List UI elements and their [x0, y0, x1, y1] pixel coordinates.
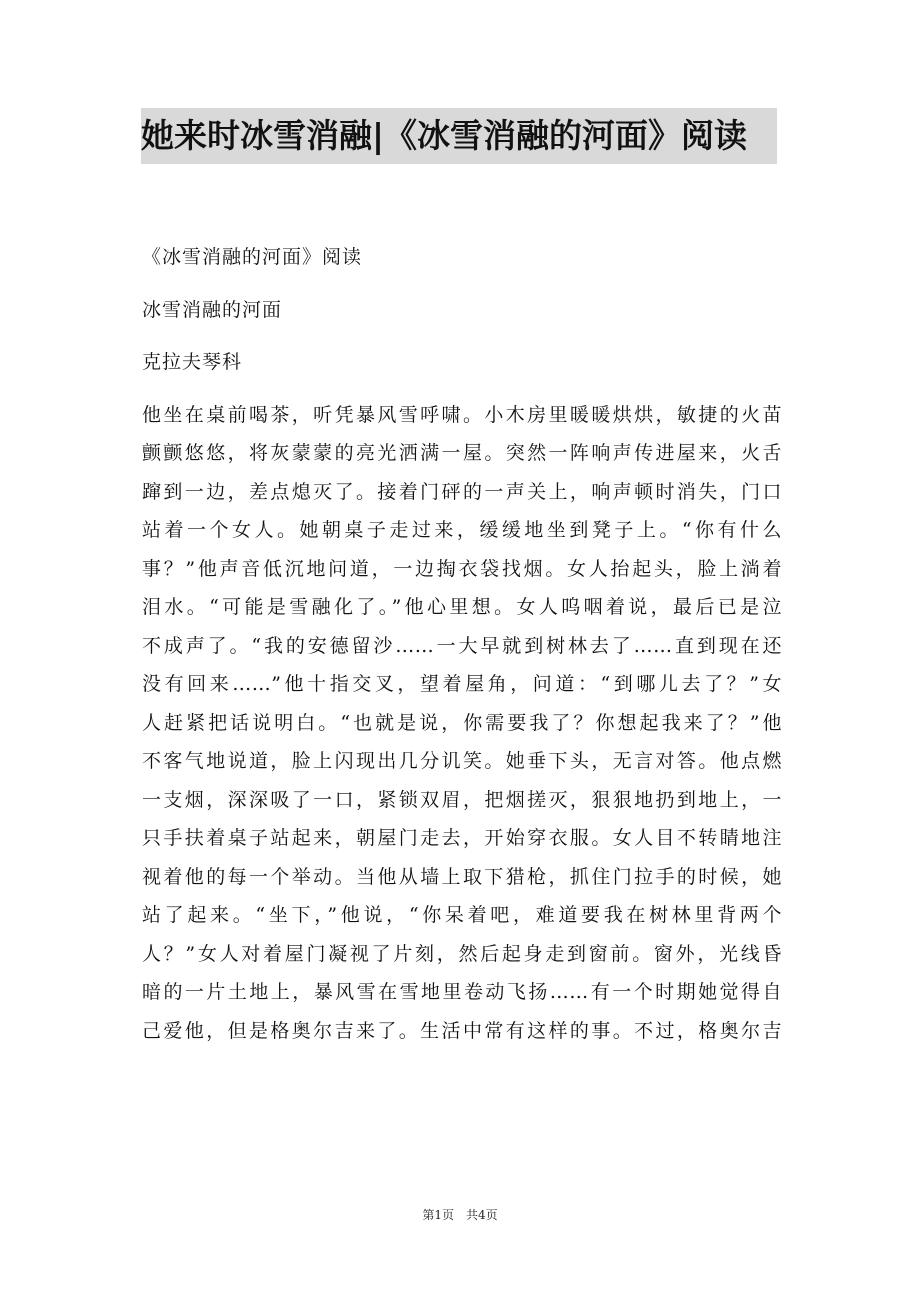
paragraph-line: 己爱他，但是格奥尔吉来了。生活中常有这样的事。不过，格奥尔吉 — [142, 1019, 782, 1042]
paragraph-line: 颤颤悠悠，将灰蒙蒙的亮光洒满一屋。突然一阵响声传进屋来，火舌 — [142, 442, 782, 464]
paragraph-line: 不成声了。“我的安德留沙……一大早就到树林去了……直到现在还 — [142, 634, 782, 657]
author-name: 克拉夫琴科 — [142, 351, 243, 373]
paragraph-line: 他坐在桌前喝茶，听凭暴风雪呼啸。小木房里暖暖烘烘，敏捷的火苗 — [142, 403, 782, 426]
paragraph-line: 只手扶着桌子站起来，朝屋门走去，开始穿衣服。女人目不转睛地注 — [142, 827, 782, 849]
paragraph-line: 站了起来。“坐下，”他说，“你呆着吧，难道要我在树林里背两个 — [142, 904, 782, 926]
page-number-footer: 第1页 共4页 — [422, 1208, 498, 1222]
paragraph-line: 泪水。“可能是雪融化了。”他心里想。女人呜咽着说，最后已是泣 — [142, 596, 782, 618]
document-title: 她来时冰雪消融|《冰雪消融的河面》阅读 — [141, 116, 748, 155]
paragraph-line: 人赶紧把话说明白。“也就是说，你需要我了？你想起我来了？”他 — [142, 711, 782, 734]
paragraph-line: 视着他的每一个举动。当他从墙上取下猎枪，抓住门拉手的时候，她 — [142, 865, 782, 888]
article-heading: 《冰雪消融的河面》阅读 — [142, 246, 363, 268]
paragraph-line: 没有回来……”他十指交叉，望着屋角，问道：“到哪儿去了？”女 — [142, 673, 782, 695]
story-title: 冰雪消融的河面 — [142, 298, 283, 321]
paragraph-line: 人？”女人对着屋门凝视了片刻，然后起身走到窗前。窗外，光线昏 — [142, 942, 782, 965]
paragraph-line: 站着一个女人。她朝桌子走过来，缓缓地坐到凳子上。“你有什么 — [142, 519, 782, 541]
paragraph-line: 一支烟，深深吸了一口，紧锁双眉，把烟搓灭，狠狠地扔到地上，一 — [142, 788, 782, 811]
paragraph-line: 不客气地说道，脸上闪现出几分讥笑。她垂下头，无言对答。他点燃 — [142, 750, 782, 772]
paragraph-line: 蹿到一边，差点熄灭了。接着门砰的一声关上，响声顿时消失，门口 — [142, 480, 782, 503]
document-body — [142, 238, 782, 1050]
paragraph-line: 事？”他声音低沉地问道，一边掏衣袋找烟。女人抬起头，脸上淌着 — [142, 557, 782, 580]
paragraph-line: 暗的一片土地上，暴风雪在雪地里卷动飞扬……有一个时期她觉得自 — [142, 981, 782, 1003]
